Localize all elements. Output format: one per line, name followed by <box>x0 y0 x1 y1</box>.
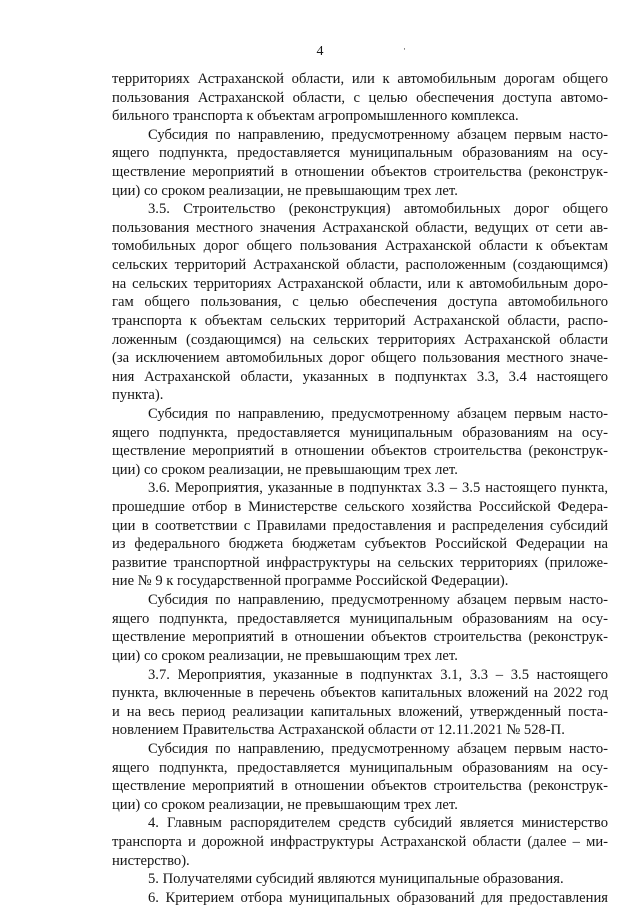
text-line: прошедшие отбор в Министерстве сельского хозяйства Российской Федера- <box>112 499 608 516</box>
text-line: новлением Правительства Астраханской области от 12.11.2021 № 528-П. <box>112 722 565 739</box>
text-line: пункта). <box>112 387 164 404</box>
text-line: на сельских территориях Астраханской области, или к автомобильным доро- <box>112 275 608 292</box>
scan-speck: · <box>403 44 406 54</box>
document-body <box>112 70 608 907</box>
text-line: ящего подпункта, предоставляется муниципальным образованиям на осу- <box>112 145 608 162</box>
paragraph-3-6 <box>112 479 608 591</box>
text-line: и на весь период реализации капитальных вложений, утвержденный поста- <box>112 703 608 720</box>
text-line: транспорта и дорожной инфраструктуры Астраханской области (далее – ми- <box>112 833 608 850</box>
text-line: нистерство). <box>112 852 190 869</box>
paragraph-3-5 <box>112 200 608 405</box>
text-line: из федерального бюджета бюджетам субъектов Российской Федерации на <box>112 536 608 553</box>
text-line: ции) со сроком реализации, не превышающим трех лет. <box>112 461 458 478</box>
text-line: ящего подпункта, предоставляется муниципальным образованиям на осу- <box>112 759 608 776</box>
text-line: Субсидия по направлению, предусмотренному абзацем первым насто- <box>148 405 608 422</box>
text-line: ложенным (создающимся) на сельских территориях Астраханской области <box>112 331 608 348</box>
text-line: Субсидия по направлению, предусмотренному абзацем первым насто- <box>148 126 608 143</box>
text-line: ящего подпункта, предоставляется муниципальным образованиям на осу- <box>112 610 608 627</box>
text-line: Субсидия по направлению, предусмотренному абзацем первым насто- <box>148 592 608 609</box>
text-line: 6. Критерием отбора муниципальных образований для предоставления <box>148 889 608 906</box>
text-line: ния Астраханской области, указанных в подпунктах 3.3, 3.4 настоящего <box>112 368 608 385</box>
paragraph-5 <box>112 870 608 889</box>
text-line: развитие транспортной инфраструктуры на сельских территориях (приложе- <box>112 554 608 571</box>
text-line: 4. Главным распорядителем средств субсидий является министерство <box>148 815 608 832</box>
text-line: пункта, включенные в перечень объектов капитальных вложений на 2022 год <box>112 685 608 702</box>
text-line: территориях Астраханской области, или к автомобильным дорогам общего <box>112 71 608 87</box>
text-line: ции) со сроком реализации, не превышающим трех лет. <box>112 182 458 199</box>
text-line: пользования местного значения Астраханской области, ведущих от сети ав- <box>112 219 608 236</box>
paragraph-subsidy-note <box>112 126 608 200</box>
text-line: транспорта к объектам сельских территорий Астраханской области, распо- <box>112 312 608 329</box>
text-line: пользования Астраханской области, с целью обеспечения доступа автомо- <box>112 89 608 106</box>
text-line: ществление мероприятий в отношении объектов строительства (реконструк- <box>112 629 608 646</box>
text-line: гам общего пользования, с целью обеспечения доступа автомобильного <box>112 294 608 311</box>
text-line: сельских территорий Астраханской области, расположенным (создающимся) <box>112 257 608 274</box>
paragraph-3-7 <box>112 666 608 740</box>
text-line: (за исключением автомобильных дорог общего пользования местного значе- <box>112 350 608 367</box>
text-line: ществление мероприятий в отношении объектов строительства (реконструк- <box>112 778 608 795</box>
paragraph-6 <box>112 889 608 907</box>
paragraph-4 <box>112 814 608 870</box>
text-line: ние № 9 к государственной программе Российской Федерации). <box>112 573 509 590</box>
text-line: ществление мероприятий в отношении объектов строительства (реконструк- <box>112 443 608 460</box>
text-line: ящего подпункта, предоставляется муниципальным образованиям на осу- <box>112 424 608 441</box>
text-line: ществление мероприятий в отношении объектов строительства (реконструк- <box>112 164 608 181</box>
text-line: ции) со сроком реализации, не превышающим трех лет. <box>112 647 458 664</box>
text-line: 3.7. Мероприятия, указанные в подпунктах 3.1, 3.3 – 3.5 настоящего <box>148 666 608 683</box>
text-line: ции в соответствии с Правилами предоставления и распределения субсидий <box>112 517 608 534</box>
text-line: 5. Получателями субсидий являются муниципальные образования. <box>148 871 564 888</box>
paragraph-subsidy-note <box>112 405 608 479</box>
text-line: ции) со сроком реализации, не превышающим трех лет. <box>112 796 458 813</box>
paragraph-roads-continuation <box>112 70 608 126</box>
text-line: томобильных дорог общего пользования Астраханской области к объектам <box>112 238 608 255</box>
text-line: Субсидия по направлению, предусмотренному абзацем первым насто- <box>148 740 608 757</box>
text-line: 3.5. Строительство (реконструкция) автомобильных дорог общего <box>148 201 608 218</box>
paragraph-subsidy-note <box>112 591 608 665</box>
paragraph-subsidy-note <box>112 740 608 814</box>
page-number: 4 <box>316 44 324 59</box>
text-line: бильного транспорта к объектам агропромышленного комплекса. <box>112 108 519 125</box>
text-line: 3.6. Мероприятия, указанные в подпунктах 3.3 – 3.5 настоящего пункта, <box>148 480 608 497</box>
